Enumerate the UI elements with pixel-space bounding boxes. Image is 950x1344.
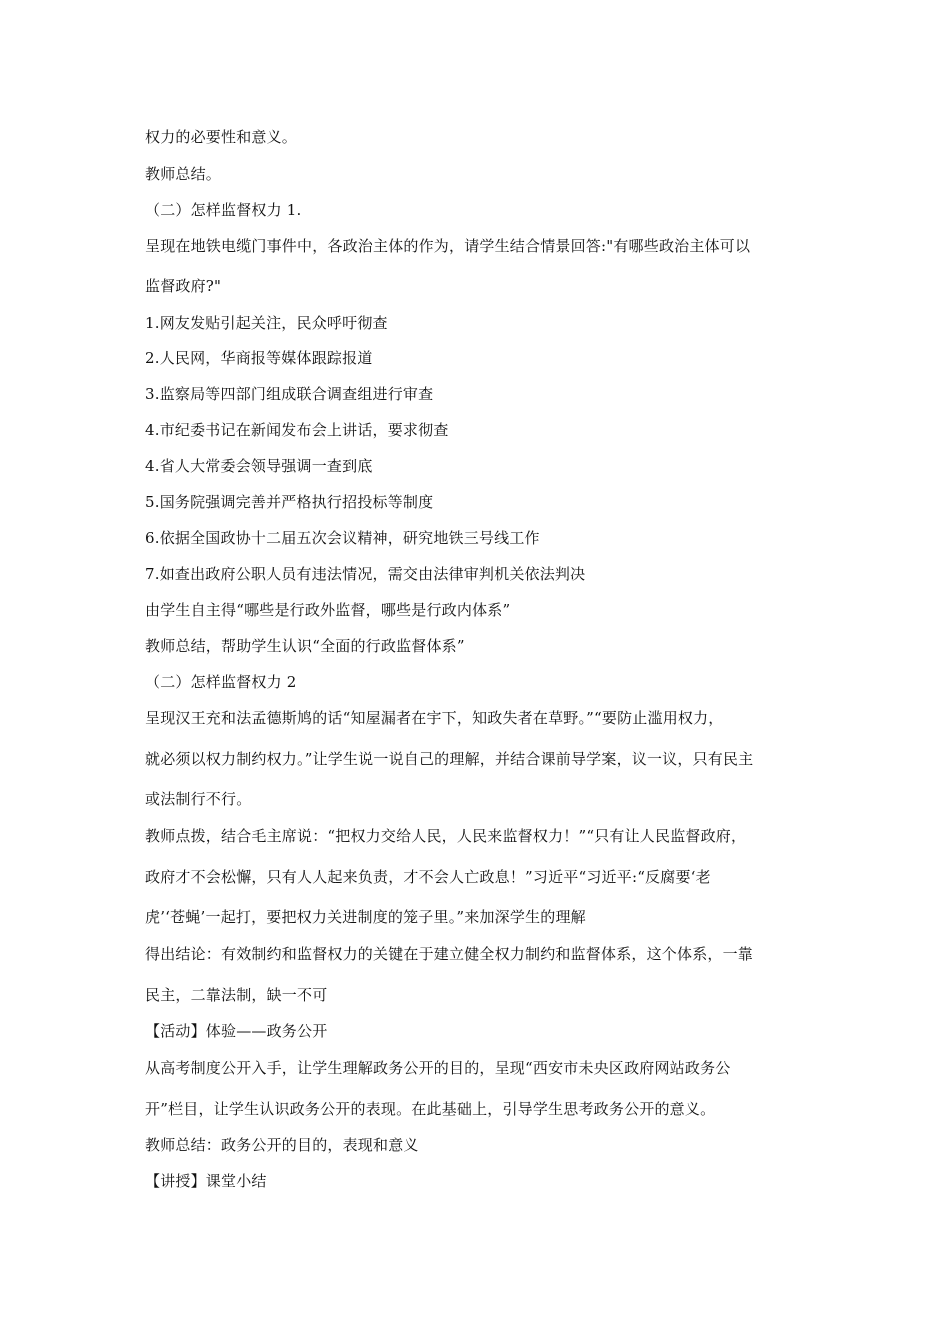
paragraph-line: 教师总结：政务公开的目的，表现和意义 (145, 1136, 419, 1154)
paragraph-line: 监督政府?" (145, 277, 222, 295)
list-item: 4.省人大常委会领导强调一查到底 (145, 457, 373, 475)
list-item: 2.人民网，华商报等媒体跟踪报道 (145, 349, 373, 367)
paragraph-line: 由学生自主得“哪些是行政外监督，哪些是行政内体系” (145, 601, 511, 619)
section-heading: （二）怎样监督权力 2 (145, 673, 297, 691)
paragraph-line: 得出结论：有效制约和监督权力的关键在于建立健全权力制约和监督体系，这个体系，一靠 (145, 945, 754, 963)
paragraph-line: 就必须以权力制约权力。”让学生说一说自己的理解，并结合课前导学案，议一议，只有民主 (145, 750, 754, 768)
paragraph-line: 民主，二靠法制，缺一不可 (145, 986, 328, 1004)
list-item: 3.监察局等四部门组成联合调查组进行审查 (145, 385, 434, 403)
list-item: 4.市纪委书记在新闻发布会上讲话，要求彻查 (145, 421, 449, 439)
paragraph-line: 虎’‘苍蝇’一起打，要把权力关进制度的笼子里。”来加深学生的理解 (145, 908, 586, 926)
list-item: 7.如查出政府公职人员有违法情况，需交由法律审判机关依法判决 (145, 565, 586, 583)
section-heading: （二）怎样监督权力 1. (145, 201, 302, 219)
paragraph-line: 政府才不会松懈，只有人人起来负责，才不会人亡政息！”习近平“习近平:“反腐要‘老 (145, 868, 711, 886)
paragraph-line: 教师点拨，结合毛主席说：“把权力交给人民，人民来监督权力！”“只有让人民监督政府， (145, 827, 747, 845)
paragraph-line: 或法制行不行。 (145, 790, 252, 808)
paragraph-line: 权力的必要性和意义。 (145, 128, 298, 146)
paragraph-line: 呈现汉王充和法孟德斯鸠的话“知屋漏者在宇下，知政失者在草野。”“要防止滥用权力， (145, 709, 724, 727)
list-item: 1.网友发贴引起关注，民众呼吁彻查 (145, 314, 388, 332)
paragraph-line: 教师总结。 (145, 165, 222, 183)
paragraph-line: 开”栏目，让学生认识政务公开的表现。在此基础上，引导学生思考政务公开的意义。 (145, 1100, 716, 1118)
paragraph-line: 教师总结，帮助学生认识“全面的行政监督体系” (145, 637, 465, 655)
list-item: 5.国务院强调完善并严格执行招投标等制度 (145, 493, 434, 511)
paragraph-line: 从高考制度公开入手，让学生理解政务公开的目的，呈现“西安市未央区政府网站政务公 (145, 1059, 731, 1077)
section-heading: 【讲授】课堂小结 (145, 1172, 267, 1190)
paragraph-line: 呈现在地铁电缆门事件中，各政治主体的作为，请学生结合情景回答:"有哪些政治主体可以 (145, 237, 751, 255)
list-item: 6.依据全国政协十二届五次会议精神，研究地铁三号线工作 (145, 529, 540, 547)
section-heading: 【活动】体验——政务公开 (145, 1022, 328, 1040)
